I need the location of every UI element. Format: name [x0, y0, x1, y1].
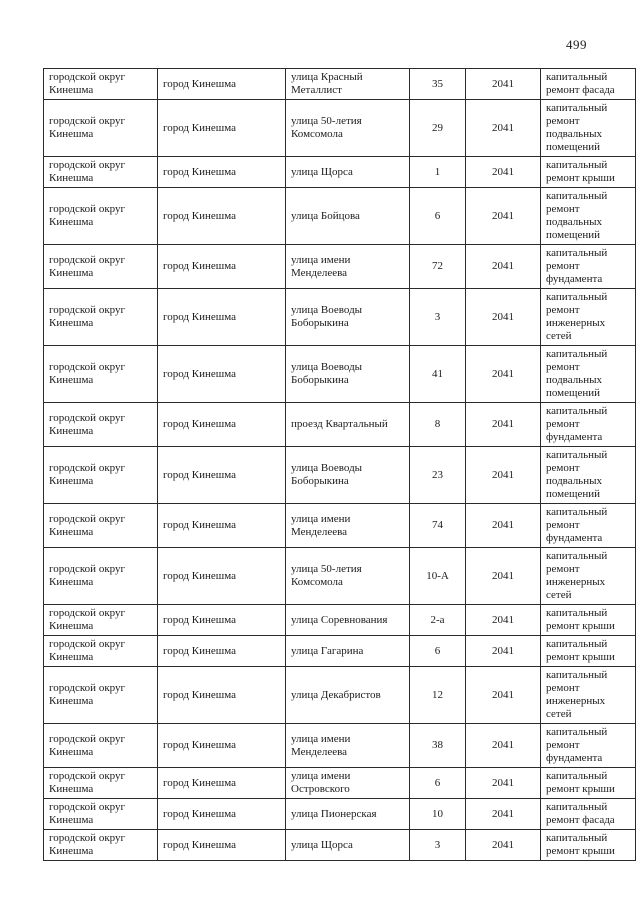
- cell-street: улица имени Островского: [286, 768, 410, 799]
- cell-house-number: 10-А: [410, 548, 466, 605]
- cell-district: городской округ Кинешма: [44, 667, 158, 724]
- table-row: [44, 768, 636, 799]
- cell-district: городской округ Кинешма: [44, 245, 158, 289]
- cell-district: городской округ Кинешма: [44, 447, 158, 504]
- cell-year: 2041: [466, 69, 541, 100]
- cell-year: 2041: [466, 245, 541, 289]
- cell-house-number: 1: [410, 157, 466, 188]
- cell-district: городской округ Кинешма: [44, 548, 158, 605]
- cell-repair-type: капитальный ремонт фундамента: [541, 403, 636, 447]
- cell-street: улица Пионерская: [286, 799, 410, 830]
- table-row: [44, 605, 636, 636]
- table-row: [44, 724, 636, 768]
- table-row: [44, 157, 636, 188]
- table-row: [44, 636, 636, 667]
- cell-city: город Кинешма: [158, 289, 286, 346]
- cell-repair-type: капитальный ремонт подвальных помещений: [541, 100, 636, 157]
- cell-city: город Кинешма: [158, 403, 286, 447]
- cell-repair-type: капитальный ремонт фундамента: [541, 724, 636, 768]
- cell-city: город Кинешма: [158, 346, 286, 403]
- cell-year: 2041: [466, 403, 541, 447]
- table-row: [44, 447, 636, 504]
- cell-repair-type: капитальный ремонт подвальных помещений: [541, 447, 636, 504]
- cell-house-number: 35: [410, 69, 466, 100]
- cell-district: городской округ Кинешма: [44, 636, 158, 667]
- cell-street: улица имени Менделеева: [286, 724, 410, 768]
- repairs-table-body: [44, 69, 636, 861]
- page-number: 499: [566, 37, 587, 52]
- cell-city: город Кинешма: [158, 667, 286, 724]
- cell-house-number: 29: [410, 100, 466, 157]
- cell-street: улица Щорса: [286, 157, 410, 188]
- repairs-table: [43, 68, 636, 861]
- cell-city: город Кинешма: [158, 447, 286, 504]
- cell-house-number: 8: [410, 403, 466, 447]
- cell-house-number: 6: [410, 768, 466, 799]
- cell-district: городской округ Кинешма: [44, 830, 158, 861]
- cell-year: 2041: [466, 768, 541, 799]
- cell-city: город Кинешма: [158, 636, 286, 667]
- cell-district: городской округ Кинешма: [44, 69, 158, 100]
- cell-city: город Кинешма: [158, 548, 286, 605]
- cell-year: 2041: [466, 830, 541, 861]
- cell-city: город Кинешма: [158, 724, 286, 768]
- cell-street: улица 50-летия Комсомола: [286, 100, 410, 157]
- cell-street: улица Гагарина: [286, 636, 410, 667]
- table-row: [44, 245, 636, 289]
- cell-repair-type: капитальный ремонт фундамента: [541, 245, 636, 289]
- cell-year: 2041: [466, 346, 541, 403]
- table-row: [44, 548, 636, 605]
- cell-city: город Кинешма: [158, 157, 286, 188]
- cell-district: городской округ Кинешма: [44, 403, 158, 447]
- table-row: [44, 504, 636, 548]
- cell-repair-type: капитальный ремонт инженерных сетей: [541, 548, 636, 605]
- cell-street: проезд Квартальный: [286, 403, 410, 447]
- cell-street: улица имени Менделеева: [286, 245, 410, 289]
- cell-repair-type: капитальный ремонт фасада: [541, 69, 636, 100]
- table-row: [44, 830, 636, 861]
- cell-repair-type: капитальный ремонт фундамента: [541, 504, 636, 548]
- cell-district: городской округ Кинешма: [44, 289, 158, 346]
- cell-district: городской округ Кинешма: [44, 504, 158, 548]
- cell-repair-type: капитальный ремонт крыши: [541, 605, 636, 636]
- cell-house-number: 74: [410, 504, 466, 548]
- cell-house-number: 3: [410, 830, 466, 861]
- cell-year: 2041: [466, 100, 541, 157]
- table-row: [44, 799, 636, 830]
- table-row: [44, 403, 636, 447]
- cell-city: город Кинешма: [158, 504, 286, 548]
- table-row: [44, 100, 636, 157]
- cell-city: город Кинешма: [158, 100, 286, 157]
- cell-street: улица Воеводы Боборыкина: [286, 346, 410, 403]
- cell-repair-type: капитальный ремонт крыши: [541, 768, 636, 799]
- cell-street: улица Соревнования: [286, 605, 410, 636]
- cell-repair-type: капитальный ремонт инженерных сетей: [541, 289, 636, 346]
- cell-district: городской округ Кинешма: [44, 768, 158, 799]
- cell-city: город Кинешма: [158, 830, 286, 861]
- cell-year: 2041: [466, 289, 541, 346]
- cell-house-number: 6: [410, 188, 466, 245]
- cell-year: 2041: [466, 447, 541, 504]
- cell-city: город Кинешма: [158, 768, 286, 799]
- cell-city: город Кинешма: [158, 605, 286, 636]
- cell-year: 2041: [466, 667, 541, 724]
- cell-house-number: 3: [410, 289, 466, 346]
- cell-repair-type: капитальный ремонт крыши: [541, 830, 636, 861]
- table-row: [44, 69, 636, 100]
- cell-street: улица Воеводы Боборыкина: [286, 289, 410, 346]
- cell-house-number: 41: [410, 346, 466, 403]
- cell-district: городской округ Кинешма: [44, 799, 158, 830]
- cell-house-number: 10: [410, 799, 466, 830]
- cell-district: городской округ Кинешма: [44, 346, 158, 403]
- cell-year: 2041: [466, 636, 541, 667]
- cell-year: 2041: [466, 605, 541, 636]
- table-row: [44, 188, 636, 245]
- cell-year: 2041: [466, 548, 541, 605]
- cell-street: улица Декабристов: [286, 667, 410, 724]
- cell-street: улица Красный Металлист: [286, 69, 410, 100]
- cell-district: городской округ Кинешма: [44, 157, 158, 188]
- cell-city: город Кинешма: [158, 245, 286, 289]
- cell-house-number: 23: [410, 447, 466, 504]
- cell-house-number: 2-а: [410, 605, 466, 636]
- table-row: [44, 346, 636, 403]
- cell-repair-type: капитальный ремонт крыши: [541, 636, 636, 667]
- cell-street: улица 50-летия Комсомола: [286, 548, 410, 605]
- table-row: [44, 289, 636, 346]
- cell-year: 2041: [466, 799, 541, 830]
- cell-house-number: 6: [410, 636, 466, 667]
- table-row: [44, 667, 636, 724]
- cell-repair-type: капитальный ремонт подвальных помещений: [541, 188, 636, 245]
- cell-repair-type: капитальный ремонт инженерных сетей: [541, 667, 636, 724]
- cell-house-number: 38: [410, 724, 466, 768]
- cell-repair-type: капитальный ремонт подвальных помещений: [541, 346, 636, 403]
- cell-street: улица Щорса: [286, 830, 410, 861]
- cell-year: 2041: [466, 724, 541, 768]
- cell-city: город Кинешма: [158, 188, 286, 245]
- cell-street: улица имени Менделеева: [286, 504, 410, 548]
- cell-repair-type: капитальный ремонт крыши: [541, 157, 636, 188]
- cell-repair-type: капитальный ремонт фасада: [541, 799, 636, 830]
- cell-street: улица Воеводы Боборыкина: [286, 447, 410, 504]
- cell-year: 2041: [466, 504, 541, 548]
- cell-house-number: 72: [410, 245, 466, 289]
- cell-district: городской округ Кинешма: [44, 724, 158, 768]
- cell-street: улица Бойцова: [286, 188, 410, 245]
- cell-district: городской округ Кинешма: [44, 100, 158, 157]
- cell-house-number: 12: [410, 667, 466, 724]
- cell-district: городской округ Кинешма: [44, 605, 158, 636]
- cell-district: городской округ Кинешма: [44, 188, 158, 245]
- cell-year: 2041: [466, 157, 541, 188]
- cell-city: город Кинешма: [158, 69, 286, 100]
- cell-year: 2041: [466, 188, 541, 245]
- cell-city: город Кинешма: [158, 799, 286, 830]
